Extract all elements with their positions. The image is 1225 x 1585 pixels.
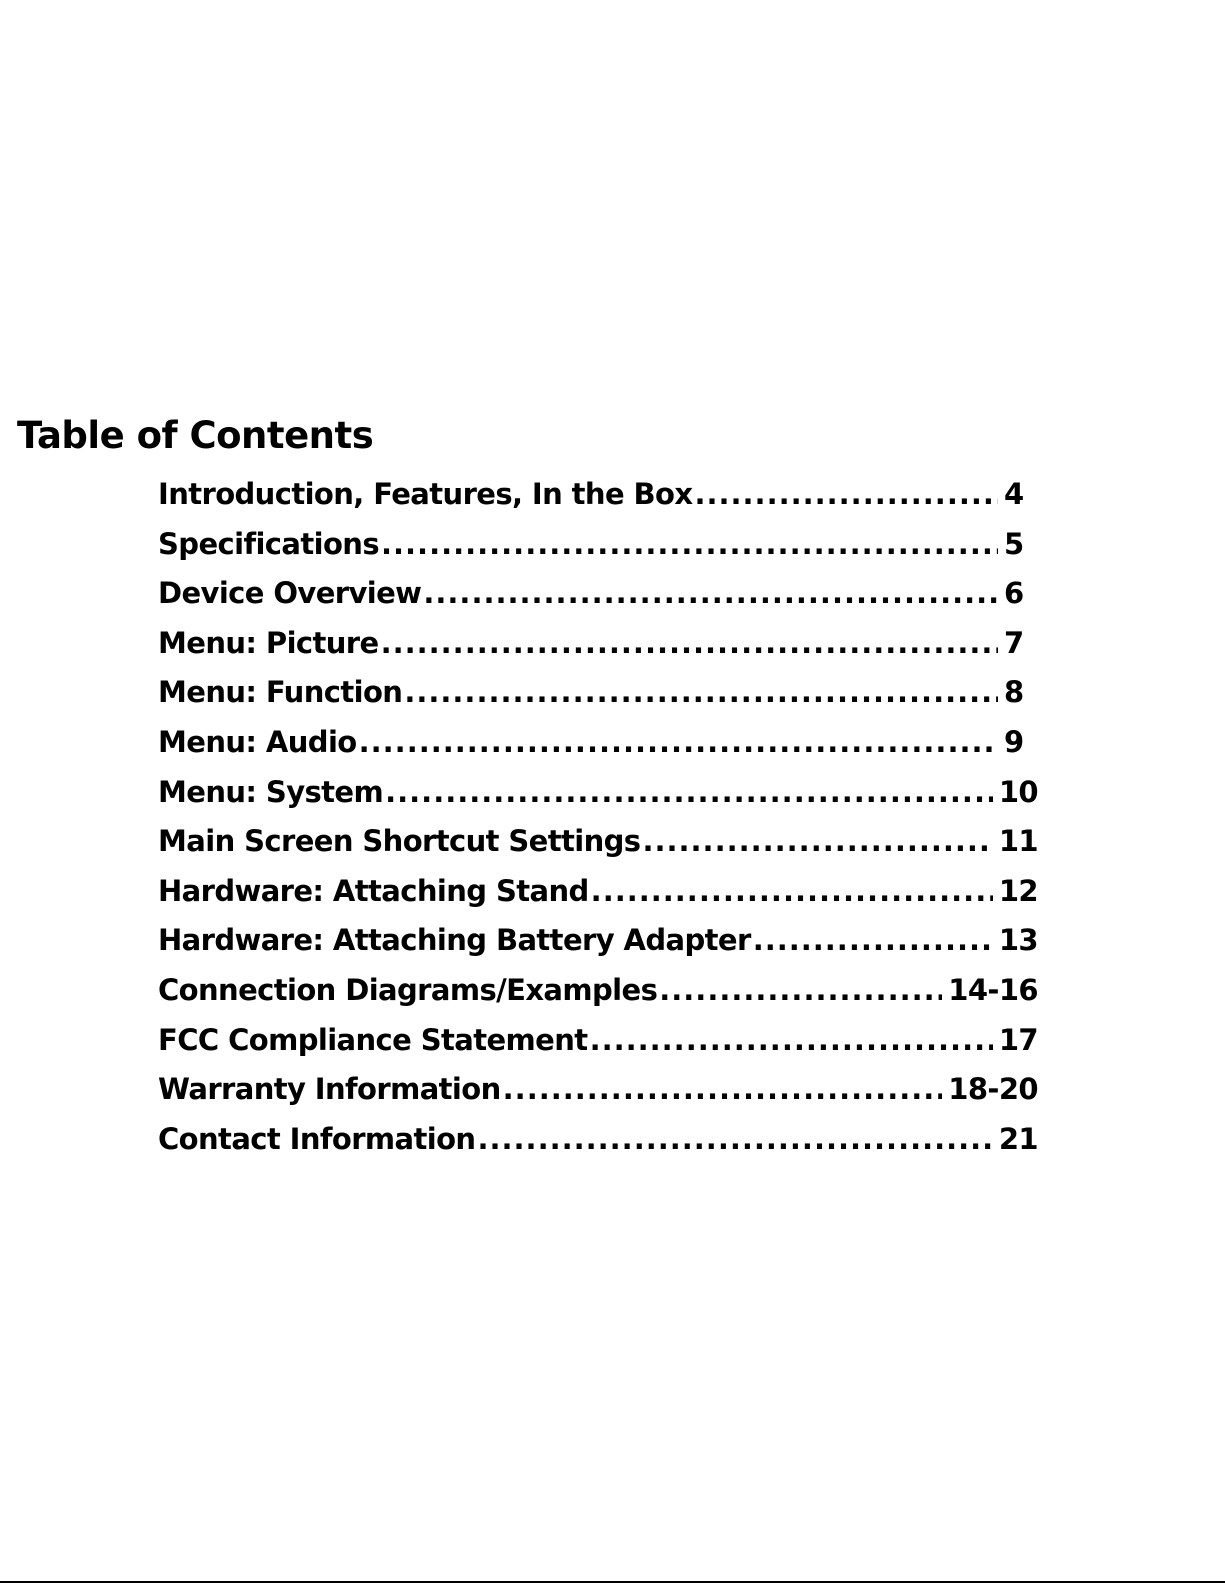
toc-entry-label: Contact Information bbox=[158, 1121, 476, 1156]
toc-entry-menu-system[interactable] bbox=[158, 768, 1038, 818]
toc-entry-label: Hardware: Attaching Stand bbox=[158, 873, 589, 908]
toc-entry-connection-diagrams[interactable] bbox=[158, 966, 1038, 1016]
toc-entry-page-number: 17 bbox=[998, 1022, 1038, 1057]
dot-leader bbox=[381, 619, 998, 669]
toc-entry-warranty-information[interactable] bbox=[158, 1065, 1038, 1115]
dot-leader bbox=[477, 1115, 992, 1165]
page-bottom-divider bbox=[0, 1581, 1225, 1583]
toc-entry-label: Connection Diagrams/Examples bbox=[158, 972, 658, 1007]
toc-entry-device-overview[interactable] bbox=[158, 569, 1038, 619]
toc-entry-page-number: 8 bbox=[1004, 675, 1024, 710]
toc-entry-label: Menu: Function bbox=[158, 675, 403, 710]
toc-list bbox=[158, 470, 1038, 1164]
toc-entry-page-number: 10 bbox=[998, 774, 1038, 809]
dot-leader bbox=[659, 966, 942, 1016]
toc-entry-label: Device Overview bbox=[158, 576, 422, 611]
toc-entry-main-screen-shortcut-settings[interactable] bbox=[158, 817, 1038, 867]
dot-leader bbox=[753, 916, 993, 966]
toc-entry-page-number: 14-16 bbox=[948, 972, 1038, 1007]
toc-entry-label: Main Screen Shortcut Settings bbox=[158, 824, 641, 859]
dot-leader bbox=[503, 1065, 943, 1115]
toc-entry-label: Hardware: Attaching Battery Adapter bbox=[158, 923, 751, 958]
toc-entry-page-number: 18-20 bbox=[948, 1072, 1038, 1107]
toc-entry-page-number: 21 bbox=[998, 1121, 1038, 1156]
toc-entry-hardware-attaching-battery-adapter[interactable] bbox=[158, 916, 1038, 966]
toc-entry-label: FCC Compliance Statement bbox=[158, 1022, 588, 1057]
toc-entry-page-number: 6 bbox=[1004, 576, 1024, 611]
toc-entry-label: Menu: System bbox=[158, 774, 384, 809]
dot-leader bbox=[423, 569, 998, 619]
dot-leader bbox=[381, 520, 998, 570]
toc-entry-specifications[interactable] bbox=[158, 520, 1038, 570]
toc-entry-label: Menu: Picture bbox=[158, 625, 379, 660]
page-title: Table of Contents bbox=[17, 414, 374, 457]
toc-entry-menu-audio[interactable] bbox=[158, 718, 1038, 768]
toc-entry-introduction[interactable] bbox=[158, 470, 1038, 520]
toc-entry-label: Menu: Audio bbox=[158, 724, 357, 759]
toc-entry-label: Warranty Information bbox=[158, 1072, 501, 1107]
dot-leader bbox=[591, 867, 993, 917]
toc-entry-page-number: 11 bbox=[998, 824, 1038, 859]
toc-entry-label: Introduction, Features, In the Box bbox=[158, 477, 693, 511]
toc-entry-page-number: 4 bbox=[1004, 477, 1024, 511]
toc-entry-page-number: 12 bbox=[998, 873, 1038, 908]
toc-entry-page-number: 13 bbox=[998, 923, 1038, 958]
toc-entry-fcc-compliance-statement[interactable] bbox=[158, 1016, 1038, 1066]
dot-leader bbox=[642, 817, 992, 867]
toc-entry-contact-information[interactable] bbox=[158, 1115, 1038, 1165]
toc-entry-menu-picture[interactable] bbox=[158, 619, 1038, 669]
toc-entry-page-number: 9 bbox=[1004, 724, 1024, 759]
toc-entry-page-number: 7 bbox=[1004, 625, 1024, 660]
dot-leader bbox=[385, 768, 993, 818]
toc-entry-hardware-attaching-stand[interactable] bbox=[158, 867, 1038, 917]
dot-leader bbox=[590, 1016, 993, 1066]
dot-leader bbox=[359, 718, 998, 768]
toc-entry-page-number: 5 bbox=[1004, 526, 1024, 561]
dot-leader bbox=[694, 470, 998, 520]
toc-entry-label: Specifications bbox=[158, 526, 379, 561]
dot-leader bbox=[404, 668, 998, 718]
toc-entry-menu-function[interactable] bbox=[158, 668, 1038, 718]
